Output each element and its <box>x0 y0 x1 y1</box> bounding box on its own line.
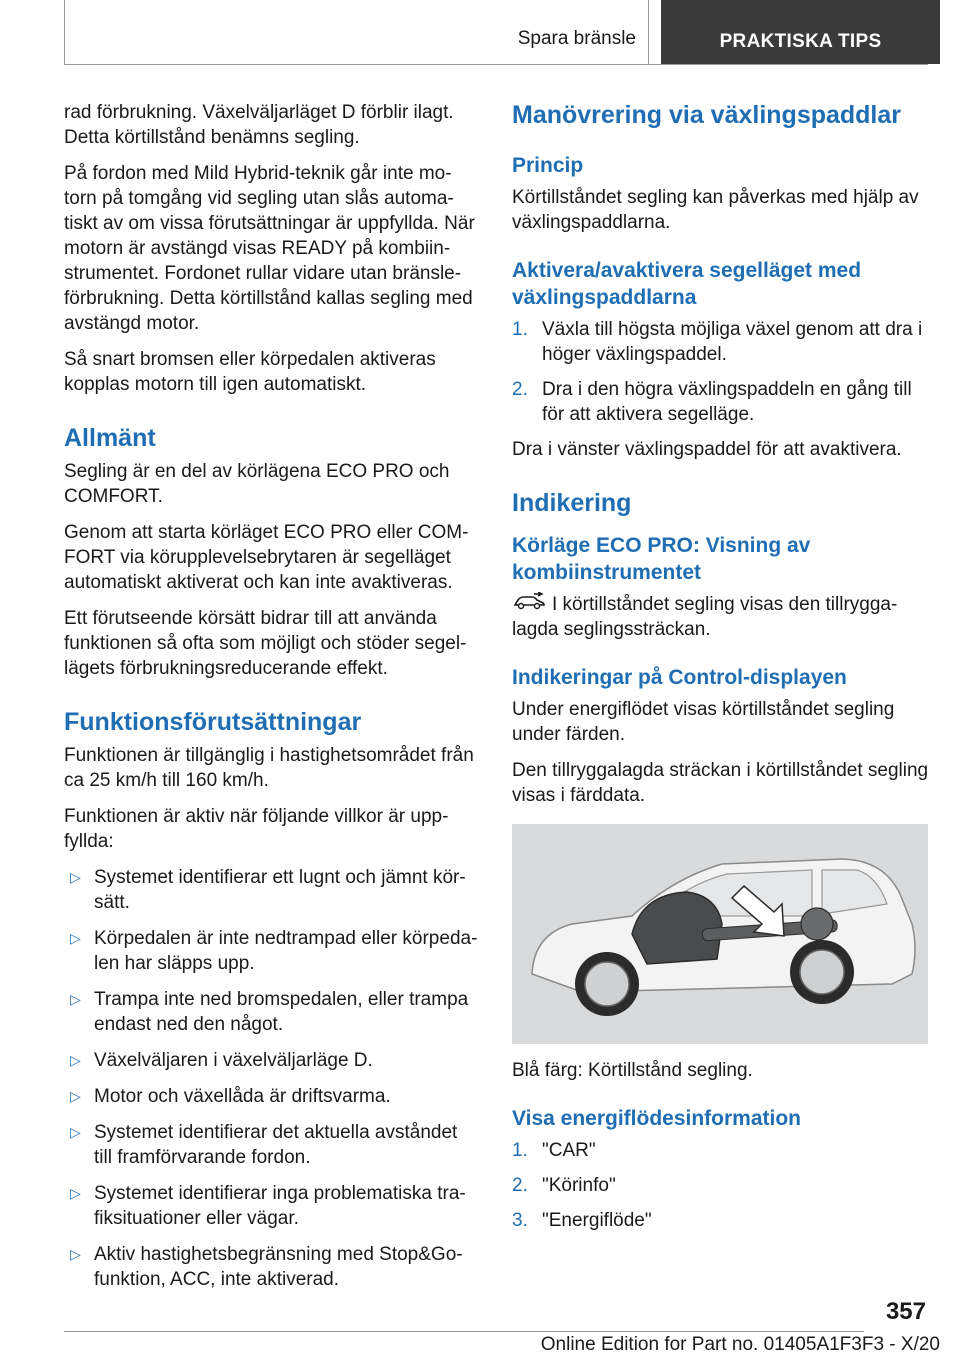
left-column <box>64 100 478 1303</box>
paddle-steps <box>512 317 930 427</box>
heading-energy-flow: Visa energiflödesinformation <box>512 1107 802 1131</box>
footer-rule <box>64 1331 864 1332</box>
list-item: ▷ Systemet identifierar det aktuella avståndet till framförvarande fordon. <box>70 1122 458 1168</box>
triangle-bullet-icon: ▷ <box>70 1185 81 1201</box>
allmant-paragraph: Ett förutseende körsätt bidrar till att använda funktionen så ofta som möjligt och stöder segel-lägets förbrukningsreducerande effekt. <box>64 608 467 679</box>
conditions-paragraph: Funktionen är tillgänglig i hastighetsområdet från ca 25 km/h till 160 km/h. <box>64 745 474 791</box>
list-item: ▷ Systemet identifierar inga problematiska tra-fiksituationer eller vägar. <box>70 1183 466 1229</box>
triangle-bullet-icon: ▷ <box>70 869 81 885</box>
list-item: 2. Dra i den högra växlingspaddeln en gång till för att aktivera segelläge. <box>512 379 912 425</box>
triangle-bullet-icon: ▷ <box>70 1088 81 1104</box>
intro-paragraph: På fordon med Mild Hybrid-teknik går inte mo-torn på tomgång vid segling utan slås automa-tiskt av om vissa förutsättningar är uppfyllda. När motorn är avstängd visas READY på kombiin-strumentet. Fordonet rullar vidare utan bränsle-förbrukning. Detta körtillstånd kallas segling med avstängd motor. <box>64 163 475 334</box>
allmant-paragraph: Segling är en del av körlägena ECO PRO och COMFORT. <box>64 461 450 507</box>
list-item: ▷ Trampa inte ned bromspedalen, eller trampa endast ned den något. <box>70 989 469 1035</box>
heading-paddles: Manövrering via växlingspaddlar <box>512 101 902 129</box>
principle-paragraph: Körtillståndet segling kan påverkas med hjälp av växlingspaddlarna. <box>512 187 919 233</box>
triangle-bullet-icon: ▷ <box>70 1124 81 1140</box>
list-item: 1. Växla till högsta möjliga växel genom att dra i höger växlingspaddel. <box>512 319 923 365</box>
figure-caption: Blå färg: Körtillstånd segling. <box>512 1060 753 1082</box>
heading-eco-pro: Körläge ECO PRO: Visning av kombiinstrumentet <box>512 534 811 584</box>
heading-conditions: Funktionsförutsättningar <box>64 708 362 736</box>
header-rule <box>64 64 928 65</box>
header-divider-right <box>648 0 649 65</box>
intro-paragraph: Så snart bromsen eller körpedalen aktiveras kopplas motorn till igen automatiskt. <box>64 349 436 395</box>
heading-allmant: Allmänt <box>64 424 156 452</box>
conditions-list <box>64 865 478 1292</box>
heading-principle: Princip <box>512 154 584 177</box>
energy-steps <box>512 1138 930 1233</box>
edition-text: Online Edition for Part no. 01405A1F3F3 - X/20 <box>540 1334 940 1355</box>
list-item: ▷ Körpedalen är inte nedtrampad eller körpeda-len har släpps upp. <box>70 928 478 974</box>
control-paragraph: Den tillryggalagda sträckan i körtillståndet segling visas i färddata. <box>512 760 929 807</box>
page-number: 357 <box>885 1298 926 1325</box>
section-title: Spara bränsle <box>517 28 636 49</box>
control-paragraph: Under energiflödet visas körtillståndet segling under färden. <box>512 699 895 746</box>
heading-control-display: Indikeringar på Control-displayen <box>512 666 847 690</box>
list-item: ▷ Aktiv hastighetsbegränsning med Stop&Go-funktion, ACC, inte aktiverad. <box>70 1244 463 1290</box>
heading-toggle-sailing: Aktivera/avaktivera segelläget med växlingspaddlarna <box>512 259 862 309</box>
header-divider-left <box>64 0 65 65</box>
sailing-car-icon <box>512 592 546 617</box>
eco-paragraph: I körtillståndet segling visas den tillrygga-lagda seglingssträckan. <box>512 594 898 641</box>
list-item: ▷ Systemet identifierar ett lugnt och jämnt kör-sätt. <box>70 867 466 913</box>
triangle-bullet-icon: ▷ <box>70 1246 81 1262</box>
deactivate-paragraph: Dra i vänster växlingspaddel för att avaktivera. <box>512 439 902 460</box>
allmant-paragraph: Genom att starta körläget ECO PRO eller COM-FORT via körupplevelsebrytaren är segelläget automatiskt aktiverat och kan inte avaktiveras. <box>64 522 469 593</box>
triangle-bullet-icon: ▷ <box>70 930 81 946</box>
triangle-bullet-icon: ▷ <box>70 1052 81 1068</box>
list-item: 3. "Energiflöde" <box>512 1210 652 1232</box>
heading-indication: Indikering <box>512 489 632 517</box>
car-drivetrain-figure <box>512 824 928 1044</box>
chapter-tab: PRAKTISKA TIPS <box>661 0 940 64</box>
triangle-bullet-icon: ▷ <box>70 991 81 1007</box>
right-column <box>512 100 930 1243</box>
list-item: ▷ Motor och växellåda är driftsvarma. <box>70 1086 391 1107</box>
conditions-paragraph: Funktionen är aktiv när följande villkor är upp-fyllda: <box>64 806 449 852</box>
list-item: 2. "Körinfo" <box>512 1175 616 1197</box>
intro-paragraph: rad förbrukning. Växelväljarläget D förblir ilagt. Detta körtillstånd benämns segling. <box>64 102 454 148</box>
list-item: ▷ Växelväljaren i växelväljarläge D. <box>70 1050 373 1071</box>
list-item: 1. "CAR" <box>512 1140 596 1162</box>
